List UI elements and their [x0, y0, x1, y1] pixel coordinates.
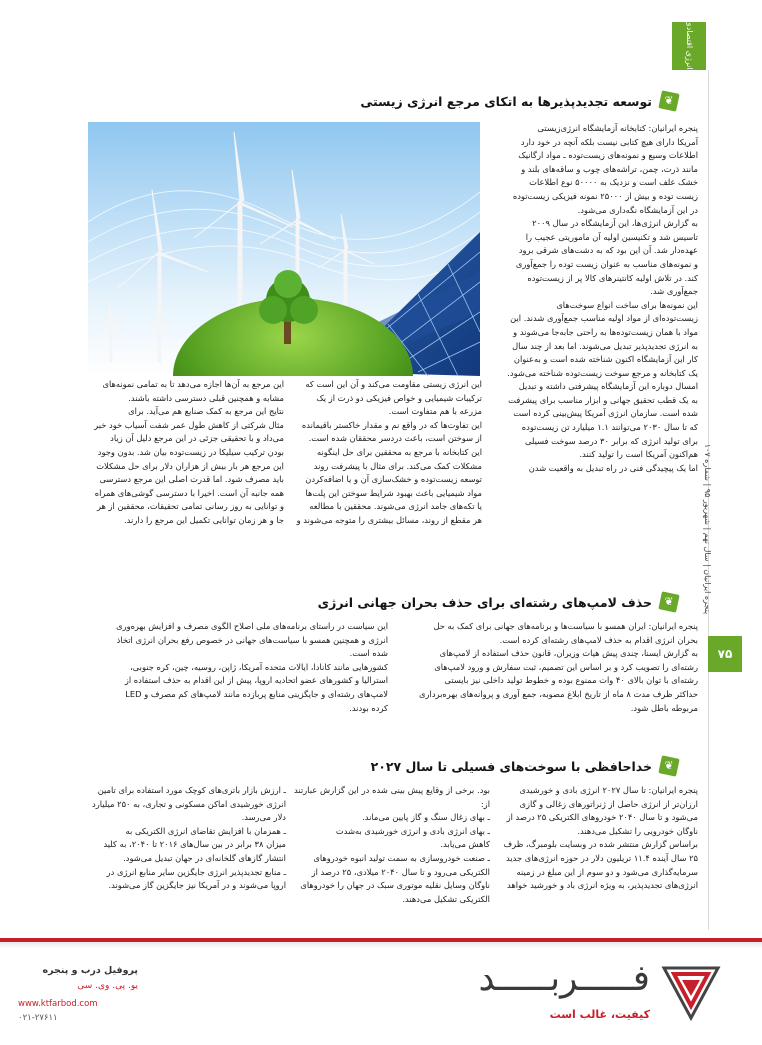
product-type: یو. پی. وی. سی [77, 981, 138, 991]
text-line: شده است. [349, 648, 388, 659]
text-line: این مرجع هر بار بیش از هزاران دلار برای حل مشکلات [96, 460, 284, 471]
text-line: به یک قطب تحقیق جهانی و ابزار مناسب برای پیشرفت [508, 394, 698, 405]
text-line: و نمونه‌های مناسب به عنوان زیست توده را جمع‌آوری [515, 258, 698, 269]
text-line: و توانایی به روز رسانی تمامی تحقیقات، محققین از هر [96, 501, 284, 512]
text-line: الکتریکی تشکیل می‌دهند. [402, 893, 490, 904]
text-line: باید مصرف شود. اما قدرت اصلی این مرجع دسترسی [99, 474, 284, 485]
text-line: مثال شرکتی از کاهش طول عمر شفت آسیاب خود خبر [94, 419, 284, 430]
text-line: ـ منابع تجدیدپذیر انرژی جایگزین سایر منابع انرژی در [106, 866, 286, 877]
text-line: ـ ارزش بازار باتری‌های کوچک مورد استفاده برای تامین [97, 785, 286, 795]
text-line: زیست توده و بیش از ۲۵۰۰۰ نمونه فیزیکی زیست‌توده [512, 190, 698, 201]
text-line: اما یک پیچیدگی فنی در راه تبدیل به واقعیت شدن [528, 462, 698, 473]
website-link[interactable]: www.ktfarbod.com [18, 999, 98, 1009]
article1-col-mid [292, 378, 482, 578]
text-line: پنجره ایرانیان: کتابخانه آزمایشگاه انرژی‌زیستی [537, 123, 698, 133]
text-line: خشک علف است و نزدیک به ۵۰۰۰۰ نوع اطلاعات [529, 177, 698, 188]
text-line: جمع‌آوری شد. [650, 286, 698, 297]
article3-col-mid [294, 784, 490, 904]
text-line: یک کتابخانه و مرجع سوخت زیست‌توده شناخته می‌شود. [507, 367, 698, 378]
article1-title: توسعه تجدیدپذیرها به اتکای مرجع انرژی زیستی [360, 94, 652, 109]
text-line: جا و هر زمان توانایی تکمیل این مرجع را دارند. [124, 514, 284, 525]
text-line: میزان ۳۸ برابر در بین سال‌های ۲۰۱۶ تا ۲۰۴۰، به کلید [103, 839, 286, 850]
leaf-icon: ❦ [664, 759, 674, 772]
text-line: دلار می‌رسد. [241, 812, 286, 823]
text-line: این انرژی زیستی مقاومت می‌کند و آن این است که [305, 379, 482, 389]
text-line: مربوطه باطل شود. [630, 702, 698, 713]
article1-col-left [88, 378, 284, 578]
text-line: کرده بودند. [349, 702, 388, 713]
text-line: ـ بهای زغال سنگ و گاز پایین می‌ماند. [362, 812, 490, 823]
text-line: ترکیبات شیمیایی و خواص فیزیکی دو ذرت از یک [316, 392, 482, 403]
article3-col-left [88, 784, 286, 896]
text-line: یا تکه‌های جامد انرژی می‌شوند. محققین با مطالعه [309, 501, 482, 512]
article2-col-left [88, 620, 388, 720]
text-line: امسال دوباره این آزمایشگاه پیشرفتی داشته و تبدیل [518, 381, 698, 392]
text-line: الکتریکی می‌رود و تا سال ۲۰۴۰ میلادی، ۲۵ درصد از [311, 866, 490, 877]
text-line: به گزارش انرژی‌ها، این آزمایشگاه در سال ۲۰۰۹ [532, 218, 698, 229]
text-line: انرژی‌های تجدیدپذیر، به ویژه انرژی باد و خورشید خواهد [506, 880, 698, 891]
leaf-icon: ❦ [664, 94, 674, 107]
text-line: در این آزمایشگاه نگه‌داری می‌شود. [577, 204, 698, 215]
text-line: انتشار گازهای گلخانه‌ای در جهان تبدیل می‌شود. [123, 852, 286, 863]
article-icon [660, 593, 678, 611]
article3-col-right [498, 784, 698, 896]
text-line: توسعه زیست‌توده و خشک‌سازی آن و یا اضافه‌کردن [305, 474, 482, 485]
text-line: رشته‌ای با توان بالای ۴۰ وات ممنوع بوده و خطوط تولید داخلی نیز بایستی [444, 675, 698, 686]
wind-solar-illustration [88, 122, 480, 376]
text-line: حداکثر ظرف مدت ۸ ماه از تاریخ ابلاغ مصوبه، جمع آوری و پروانه‌های بهره‌برداری [419, 688, 698, 699]
text-line: مانند ذرت، چمن، تراشه‌های چوب و ساقه‌های بلند و [521, 163, 698, 174]
text-line: ناوگان وسایل نقلیه موتوری سبک در جهان را خودروهای [300, 880, 490, 891]
text-line: زیست‌توده‌ای از مواد اولیه مناسب جمع‌آوری شدند. این [510, 313, 698, 324]
text-line: نتایج این مرجع به کمک صنایع هم می‌آید. برای [128, 406, 284, 417]
text-line: ۲۵ سال آینده ۱۱.۴ تریلیون دلار در حوزه انرژی‌های جدید [506, 852, 698, 863]
text-line: تاسیس شد و تکنیسین اولیه آن ماموریتی عجیب را [525, 231, 698, 242]
text-line: انرژی خورشیدی اماکن مسکونی و تجاری، به ۲۵۰ میلیارد [92, 798, 286, 809]
article1-col-right [490, 122, 698, 577]
text-line: این نمونه‌ها برای ساخت انواع سوخت‌های [556, 299, 698, 310]
text-line: انرژی و همچنین همسو با سیاست‌های جهانی در خصوص رفع بحران انرژی اتخاذ [116, 634, 388, 645]
text-line: ـ بهای انرژی بادی و انرژی خورشیدی به‌شدت [335, 825, 490, 836]
text-line: که تا سال ۲۰۳۰ می‌توانند ۱.۱ میلیارد تن زیست‌توده [521, 422, 698, 433]
section-tab-label: انرژی اقتصادی [685, 20, 694, 70]
text-line: استرالیا و کشورهای عضو اتحادیه اروپا، پیش از این اقدام به حذف استفاده از [124, 675, 388, 686]
text-line: بحران انرژی اقدام به حذف لامپ‌های رشته‌ای کرده است. [499, 634, 698, 645]
text-line: ـ همزمان با افزایش تقاضای انرژی الکتریکی به [125, 825, 286, 836]
text-line: بود. برخی از وقایع پیش بینی شده در این گزارش عبارتند از: [294, 785, 490, 809]
text-line: کاهش می‌یابد. [440, 839, 490, 850]
article3-title: خداحافظی با سوخت‌های فسیلی تا سال ۲۰۲۷ [370, 759, 652, 774]
article2-col-right [398, 620, 698, 720]
text-line: اطلاعات وسیع و نمونه‌های زیست‌توده ـ مواد ارگانیک [518, 150, 698, 161]
article2-title: حذف لامپ‌های رشته‌ای برای حذف بحران جهانی انرژی [317, 595, 652, 610]
product-line: پروفیل درب و پنجره [42, 965, 138, 976]
text-line: ناوگان خودرویی را تشکیل می‌دهند. [577, 825, 698, 836]
text-line: آمریکا دارای هیچ کتابی نیست بلکه آنچه در خود دارد [520, 136, 698, 147]
text-line: بودن ترکیب سیلیکا در زیست‌توده بیان شد. بدون وجود [97, 446, 284, 457]
farbod-logo-icon [660, 960, 722, 1022]
text-line: برای تولید انرژی که برابر ۳۰ درصد سوخت فسیلی [524, 435, 698, 446]
text-line: هر مقطع از روند، مسائل بیشتری را متوجه می‌شوند و [296, 514, 482, 525]
text-line: مزرعه با هم متفاوت است. [388, 406, 482, 417]
leaf-icon: ❦ [664, 595, 674, 608]
text-line: مشابه و همچنین قبلی دسترسی داشته باشند. [128, 392, 284, 403]
text-line: پنجره ایرانیان: ایران همسو با سیاست‌ها و برنامه‌های جهانی برای کمک به حل [433, 621, 698, 631]
text-line: مشکلات کمک می‌کند. برای مثال با پیشرفت روند [313, 460, 482, 471]
text-line: این تفاوت‌ها که در واقع نم و مقدار خاکستر باقیمانده [301, 419, 482, 430]
running-head: پنجره ایرانیان | سال نهم | شهریور ۹۵ | شماره ۱۰۷ [703, 443, 712, 615]
text-line: این کتابخانه با مرجع به محققین برای حل اینگونه [317, 446, 482, 457]
text-line: ـ صنعت خودروسازی به سمت تولید انبوه خودروهای [313, 852, 490, 863]
text-line: کار این آزمایشگاه اکنون شناخته شده است و به‌عنوان [513, 354, 698, 365]
phone-number: ۰۲۱-۲۷۶۱۱ [18, 1013, 58, 1023]
article-icon [660, 757, 678, 775]
brand-slogan: کیفیت، غالب است [549, 1008, 650, 1021]
text-line: سرمایه‌گذاری می‌شود و دو سوم از این مبلغ در زمینه [516, 866, 698, 877]
text-line: ارزان‌تر از انرژی حاصل از ژنراتورهای زغالی و گازی [519, 798, 698, 809]
text-line: می‌داد و با تحقیقی جزئی در این مرجع دلیل آن زیاد [110, 433, 284, 444]
text-line: مواد با همان زیست‌توده‌ها به راحتی جابه‌جا می‌شوند و [513, 326, 698, 337]
text-line: همه جانبه آن است. اخیرا با دسترسی گوشی‌های همراه [94, 487, 284, 498]
text-line: اروپا می‌شوند و در آمریکا نیز جایگزین گاز می‌شوند. [108, 880, 286, 891]
text-line: می‌شود و تا سال ۲۰۴۰ خودروهای الکتریکی ۲۵ درصد از [506, 812, 698, 823]
text-line: به انرژی تجدیدپذیر تبدیل می‌شوند. اما بعد از چند سال [512, 340, 698, 351]
footer-ad [0, 930, 762, 1045]
text-line: به گزارش ایسنا، چندی پیش هیات وزیران، قانون حذف استفاده از لامپ‌های [439, 648, 698, 659]
brand-name: فـــــربـــــد [478, 958, 650, 999]
text-line: براساس گزارش منتشر شده در وبسایت بلومبرگ، ظرف [503, 839, 698, 850]
text-line: لامپ‌های رشته‌ای و جایگزینی منابع پربازده مانند لامپ‌های کم مصرف و LED [125, 688, 388, 699]
text-line: پنجره ایرانیان: تا سال ۲۰۲۷ انرژی بادی و خورشیدی [519, 785, 698, 795]
text-line: این سیاست در راستای برنامه‌های ملی اصلاح الگوی مصرف و افزایش بهره‌وری [116, 621, 388, 631]
text-line: از سوختن است، باعث دردسر محققان شده است. [308, 433, 482, 444]
text-line: شده است. سازمان انرژی آمریکا پیش‌بینی کرده است [513, 408, 698, 419]
text-line: رشته‌ای را تصویب کرد و بر اساس این تصمیم، ثبت سفارش و ورود لامپ‌های [434, 661, 698, 672]
text-line: کشورهایی مانند کانادا، ایالات متحده آمریکا، ژاپن، روسیه، چین، کره جنوبی، [130, 661, 388, 672]
page-number: ۷۵ [717, 647, 733, 661]
footer-shade [0, 942, 762, 948]
text-line: این مرجع به آن‌ها اجازه می‌دهد تا به تمامی نمونه‌های [102, 379, 284, 389]
text-line: کند. در تلاش اولیه کانتینرهای کالا پر از زیست‌توده [527, 272, 698, 283]
text-line: عهده‌دار شد. آن این بود که به دشت‌های شرقی برود [518, 245, 698, 256]
article-icon [660, 92, 678, 110]
text-line: مواد شیمیایی باعث بهبود شرایط سوختن این پلت‌ها [305, 487, 482, 498]
text-line: هم‌اکنون آمریکا است را تولید کنند. [579, 449, 698, 460]
